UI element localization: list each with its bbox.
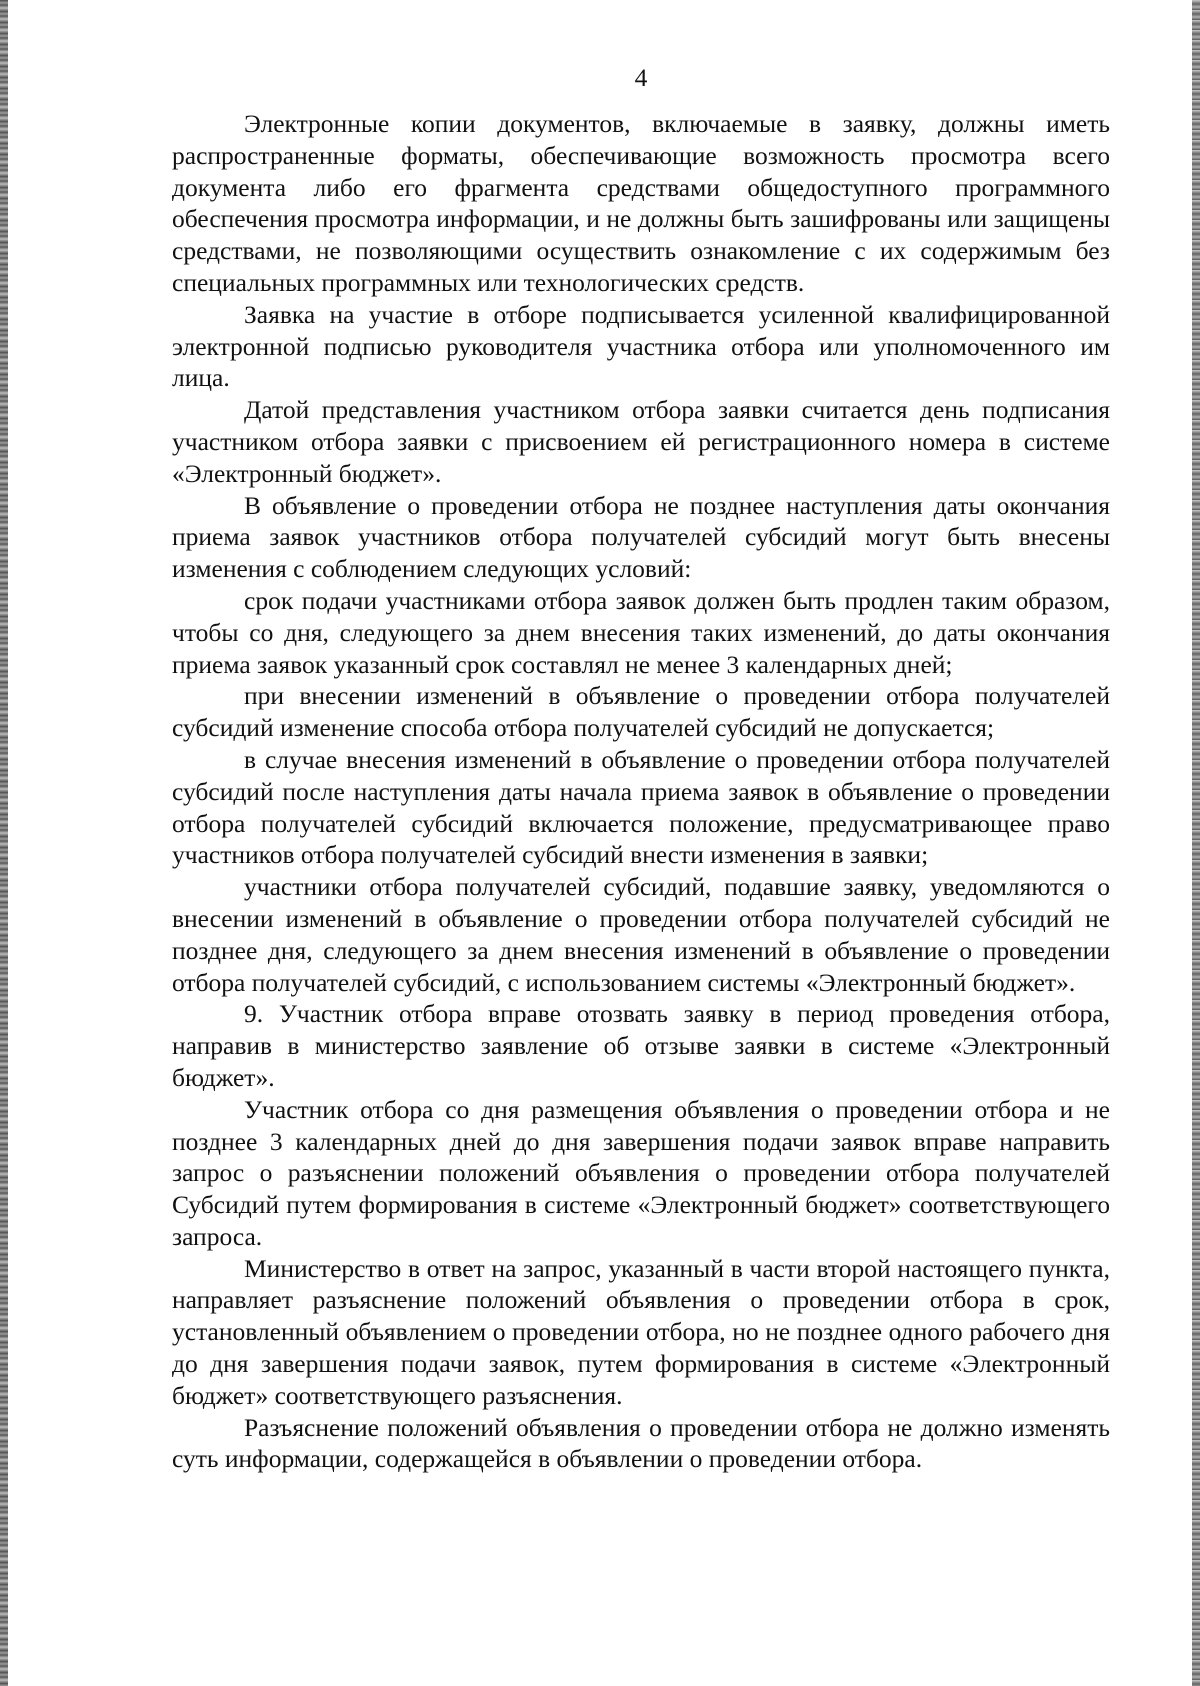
paragraph-electronic-copies: Электронные копии документов, включаемые в заявку, должны иметь распространенные форматы, обеспечивающие возможность просмотра всего документа либо его фрагмента средствами общедоступного программного обеспечения просмотра информации, и не должны быть зашифрованы или защищены средствами, не позволяющими осуществить ознакомление с их содержимым без специальных программных или технологических средств.: [172, 109, 1110, 297]
paragraph-clarification-request: Участник отбора со дня размещения объявления о проведении отбора и не позднее 3 календарных дней до дня завершения подачи заявок вправе направить запрос о разъяснении положений объявления о проведении отбора получателей Субсидий путем формирования в системе «Электронный бюджет» соответствующего запроса.: [172, 1094, 1110, 1251]
page-number: 4: [634, 63, 648, 92]
paragraph-ministry-response: Министерство в ответ на запрос, указанный в части второй настоящего пункта, направляет разъяснение положений объявления о проведении отбора в срок, установленный объявлением о проведении отбора, но не позднее одного рабочего дня до дня завершения подачи заявок, путем формирования в системе «Электронный бюджет» соответствующего разъяснения.: [172, 1253, 1110, 1410]
paragraph-announcement-changes: В объявление о проведении отбора не позднее наступления даты окончания приема заявок участников отбора получателей субсидий могут быть внесены изменения с соблюдением следующих условий:: [172, 490, 1110, 584]
paragraph-changes-after-start: в случае внесения изменений в объявление о проведении отбора получателей субсидий после наступления даты начала приема заявок в объявление о проведении отбора получателей субсидий включается положение, предусматривающее право участников отбора получателей субсидий внести изменения в заявки;: [172, 744, 1110, 870]
paragraph-participant-notification: участники отбора получателей субсидий, подавшие заявку, уведомляются о внесении изменений в объявление о проведении отбора получателей субсидий не позднее дня, следующего за днем внесения изменений в объявление о проведении отбора получателей субсидий, с использованием системы «Электронный бюджет».: [172, 872, 1110, 997]
paragraph-method-change: при внесении изменений в объявление о проведении отбора получателей субсидий изменение способа отбора получателей субсидий не допускается;: [172, 681, 1110, 743]
paragraph-signature: Заявка на участие в отборе подписывается усиленной квалифицированной электронной подписью руководителя участника отбора или уполномоченного им лица.: [172, 299, 1110, 393]
document-page: [172, 62, 1110, 1475]
paragraph-submission-date: Датой представления участником отбора заявки считается день подписания участником отбора заявки с присвоением ей регистрационного номера в системе «Электронный бюджет».: [172, 395, 1110, 488]
scan-edge-left: [0, 0, 8, 1686]
scan-edge-right: [1192, 0, 1200, 1686]
paragraph-clarification-scope: Разъяснение положений объявления о проведении отбора не должно изменять суть информации, содержащейся в объявлении о проведении отбора.: [172, 1412, 1110, 1474]
paragraph-deadline-extension: срок подачи участниками отбора заявок должен быть продлен таким образом, чтобы со дня, следующего за днем внесения таких изменений, до даты окончания приема заявок указанный срок составлял не менее 3 календарных дней;: [172, 585, 1110, 679]
paragraph-withdraw-application: 9. Участник отбора вправе отозвать заявку в период проведения отбора, направив в министерство заявление об отзыве заявки в системе «Электронный бюджет».: [172, 999, 1110, 1092]
